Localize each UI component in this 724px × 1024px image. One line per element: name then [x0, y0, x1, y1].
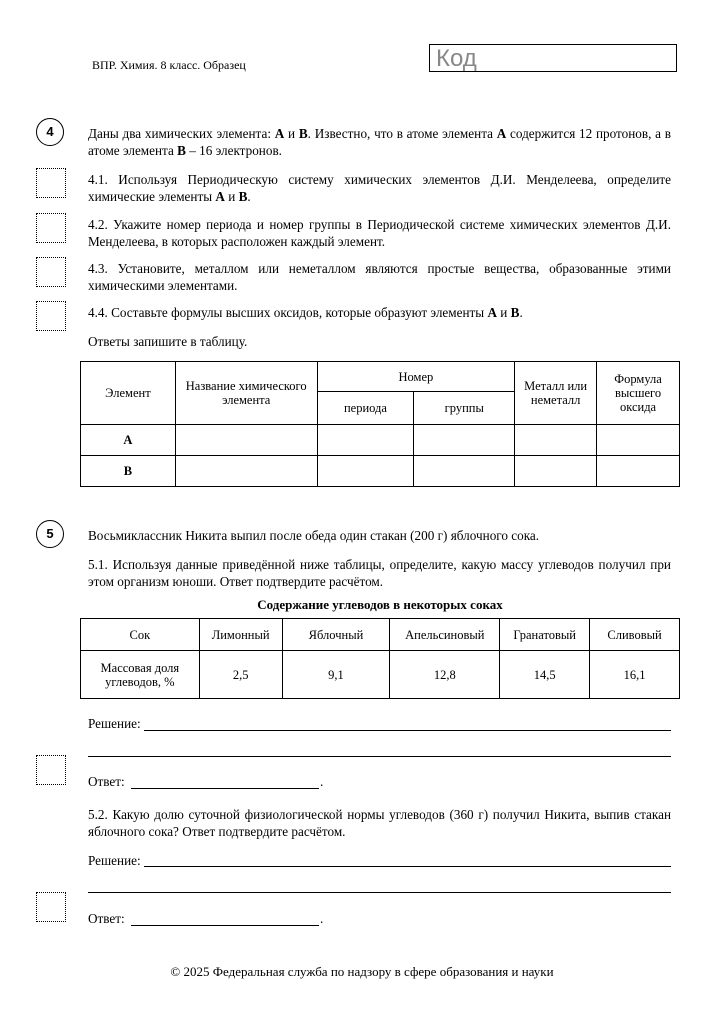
juice-name: Сливовый: [590, 619, 680, 651]
th-group: группы: [414, 392, 515, 425]
cell-a-metal[interactable]: [515, 425, 597, 456]
q4-intro: Даны два химических элемента: А и В. Известно, что в атоме элемента А содержится 12 протонов, а в атоме элемента В – 16 электронов.: [88, 126, 671, 158]
solution-label-5-1: Решение:: [88, 716, 141, 731]
cell-b-formula[interactable]: [597, 456, 680, 487]
score-box-4-2[interactable]: [36, 213, 66, 243]
cell-a-formula[interactable]: [597, 425, 680, 456]
juice-header: Сок: [81, 619, 200, 651]
q4-instruction: Ответы запишите в таблицу.: [88, 334, 248, 349]
carb-row-label: Массовая доля углеводов, %: [81, 651, 200, 699]
juice-table-title: Содержание углеводов в некоторых соках: [257, 597, 503, 612]
q5-intro: Восьмиклассник Никита выпил после обеда один стакан (200 г) яблочного сока.: [88, 528, 540, 543]
carb-value: 14,5: [500, 651, 590, 699]
answer-label-5-1: Ответ:: [88, 774, 125, 789]
answer-label-5-2: Ответ:: [88, 911, 125, 926]
answer-table: [80, 361, 680, 487]
carb-value: 9,1: [282, 651, 390, 699]
score-box-4-3[interactable]: [36, 257, 66, 287]
cell-b-group[interactable]: [414, 456, 515, 487]
juice-name: Лимонный: [199, 619, 282, 651]
solution-line[interactable]: [144, 730, 671, 731]
q4-1-text: 4.1. Используя Периодическую систему химических элементов Д.И. Менделеева, определите химические элементы А и В.: [88, 172, 671, 204]
th-number: Номер: [317, 362, 515, 392]
q5-2-text: 5.2. Какую долю суточной физиологической нормы углеводов (360 г) получил Никита, выпив стакан яблочного сока? Ответ подтвердите расчётом.: [88, 807, 671, 839]
juice-name: Гранатовый: [500, 619, 590, 651]
header-title: ВПР. Химия. 8 класс. Образец: [92, 58, 246, 72]
q4-3-text: 4.3. Установите, металлом или неметаллом являются простые вещества, образованные этими химическими элементами.: [88, 261, 671, 293]
score-box-5-1[interactable]: [36, 755, 66, 785]
th-element: Элемент: [81, 362, 176, 425]
cell-b-name[interactable]: [175, 456, 317, 487]
cell-a-period[interactable]: [317, 425, 414, 456]
cell-b-period[interactable]: [317, 456, 414, 487]
juice-table: [80, 618, 680, 699]
footer-copyright: © 2025 Федеральная служба по надзору в сфере образования и науки: [170, 964, 554, 979]
carb-value: 16,1: [590, 651, 680, 699]
question-5-number: 5: [36, 520, 64, 548]
solution-line[interactable]: [144, 866, 671, 867]
th-period: периода: [317, 392, 414, 425]
row-b-label: В: [81, 456, 176, 487]
cell-a-name[interactable]: [175, 425, 317, 456]
th-formula: Формула высшего оксида: [597, 362, 680, 425]
cell-b-metal[interactable]: [515, 456, 597, 487]
code-field[interactable]: Код: [429, 44, 677, 72]
q4-2-text: 4.2. Укажите номер периода и номер группы в Периодической системе химических элементов Д.И. Менделеева, в которых расположен каждый элемент.: [88, 217, 671, 249]
juice-name: Яблочный: [282, 619, 390, 651]
solution-line[interactable]: [88, 756, 671, 757]
score-box-4-4[interactable]: [36, 301, 66, 331]
solution-line[interactable]: [88, 892, 671, 893]
score-box-4-1[interactable]: [36, 168, 66, 198]
row-a-label: А: [81, 425, 176, 456]
question-4-number: 4: [36, 118, 64, 146]
juice-name: Апельсиновый: [390, 619, 500, 651]
th-name: Название химического элемента: [175, 362, 317, 425]
q4-4-text: 4.4. Составьте формулы высших оксидов, которые образуют элементы А и В.: [88, 305, 523, 320]
cell-a-group[interactable]: [414, 425, 515, 456]
score-box-5-2[interactable]: [36, 892, 66, 922]
th-metal: Металл или неметалл: [515, 362, 597, 425]
carb-value: 12,8: [390, 651, 500, 699]
carb-value: 2,5: [199, 651, 282, 699]
answer-line[interactable]: [131, 788, 319, 789]
q5-1-text: 5.1. Используя данные приведённой ниже таблицы, определите, какую массу углеводов получил при этом организм юноши. Ответ подтвердите расчётом.: [88, 557, 671, 589]
solution-label-5-2: Решение:: [88, 853, 141, 868]
answer-line[interactable]: [131, 925, 319, 926]
